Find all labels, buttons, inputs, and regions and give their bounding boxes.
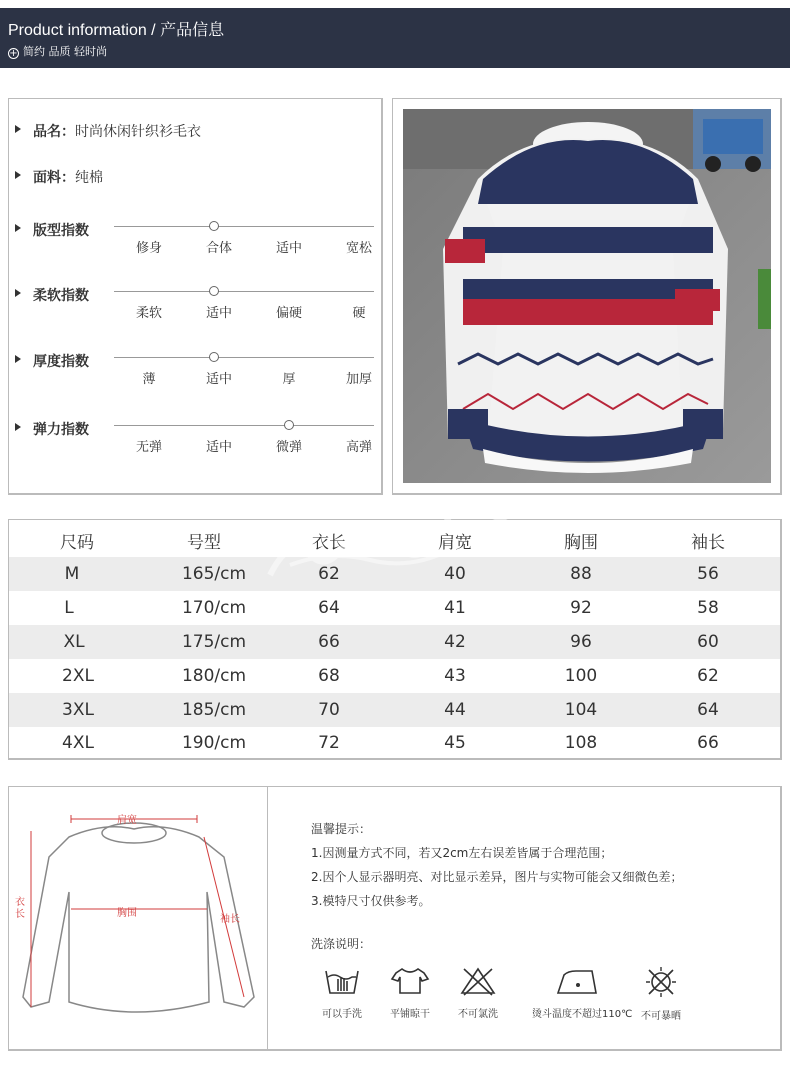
wash-label: 可以手洗 bbox=[322, 1009, 362, 1020]
scale-option: 柔软 bbox=[135, 306, 162, 321]
table-cell: 62 bbox=[318, 564, 340, 584]
column-header: 衣长 bbox=[312, 532, 346, 553]
wash-item bbox=[532, 965, 633, 1020]
wash-item bbox=[616, 965, 706, 1022]
iron-icon bbox=[554, 965, 600, 997]
table-cell: 66 bbox=[697, 733, 719, 753]
table-cell: 108 bbox=[564, 733, 598, 753]
arrow-right-icon bbox=[15, 289, 21, 297]
column-header: 尺码 bbox=[60, 532, 94, 553]
scale-option: 无弹 bbox=[135, 440, 162, 455]
no-bleach-icon bbox=[458, 965, 498, 997]
column-header: 袖长 bbox=[691, 532, 725, 553]
table-row bbox=[9, 625, 780, 659]
table-cell: 165/cm bbox=[181, 564, 247, 584]
table-cell: 66 bbox=[318, 632, 340, 652]
tip-line: 2.因个人显示器明亮、对比显示差异，图片与实物可能会又细微色差； bbox=[311, 870, 683, 884]
scale-marker bbox=[209, 286, 219, 296]
table-cell: 56 bbox=[697, 564, 719, 584]
table-row bbox=[9, 726, 780, 760]
wash-label: 平铺晾干 bbox=[390, 1009, 430, 1020]
thickness-scale bbox=[114, 351, 374, 391]
table-cell: 104 bbox=[564, 700, 598, 720]
size-table bbox=[8, 519, 782, 760]
hand-wash-icon bbox=[322, 965, 362, 997]
sweater-image bbox=[403, 109, 771, 483]
subtitle-text: 简约 品质 轻时尚 bbox=[23, 45, 107, 58]
table-cell: 60 bbox=[697, 632, 719, 652]
scale-option: 厚 bbox=[282, 372, 296, 387]
table-cell: 72 bbox=[318, 733, 340, 753]
tip-line: 1.因测量方式不同，若又2cm左右误差皆属于合理范围； bbox=[311, 846, 613, 860]
table-cell: 92 bbox=[570, 598, 592, 618]
softness-scale bbox=[114, 285, 374, 325]
table-cell: XL bbox=[63, 632, 85, 652]
table-cell: 41 bbox=[444, 598, 466, 618]
scale-label: 厚度指数 bbox=[33, 354, 89, 370]
arrow-right-icon bbox=[15, 423, 21, 431]
table-row bbox=[9, 659, 780, 693]
column-header: 号型 bbox=[187, 532, 221, 553]
table-cell: 185/cm bbox=[181, 700, 247, 720]
shoulder-label: 肩宽 bbox=[117, 815, 137, 826]
table-header-row bbox=[9, 523, 780, 557]
scale-option: 偏硬 bbox=[275, 306, 302, 321]
product-photo-frame bbox=[392, 98, 782, 495]
table-cell: 70 bbox=[318, 700, 340, 720]
wash-label: 烫斗温度不超过110℃ bbox=[532, 1009, 633, 1020]
product-info-panel bbox=[8, 98, 383, 495]
table-cell: 4XL bbox=[62, 733, 94, 753]
scale-option: 适中 bbox=[205, 372, 232, 387]
table-row bbox=[9, 591, 780, 625]
name-field: 品名：时尚休闲针织衫毛衣 bbox=[33, 124, 201, 140]
wash-label: 不可暴晒 bbox=[641, 1011, 681, 1022]
tips-block bbox=[311, 817, 682, 913]
elasticity-scale bbox=[114, 419, 374, 459]
table-cell: M bbox=[64, 564, 80, 584]
column-header: 胸围 bbox=[564, 532, 598, 553]
scale-line bbox=[114, 425, 374, 426]
table-cell: 58 bbox=[697, 598, 719, 618]
scale-label: 版型指数 bbox=[33, 223, 89, 239]
scale-option: 硬 bbox=[352, 306, 366, 321]
arrow-right-icon bbox=[15, 224, 21, 232]
chest-label: 胸围 bbox=[117, 908, 137, 919]
wash-item bbox=[433, 965, 523, 1020]
scale-option: 适中 bbox=[205, 306, 232, 321]
table-cell: 64 bbox=[697, 700, 719, 720]
product-photo bbox=[403, 109, 771, 483]
flat-dry-icon bbox=[390, 965, 430, 997]
table-cell: 2XL bbox=[62, 666, 94, 686]
table-cell: L bbox=[64, 598, 74, 618]
wash-label: 不可氯洗 bbox=[458, 1009, 498, 1020]
scale-option: 合体 bbox=[205, 241, 232, 256]
scale-option: 适中 bbox=[205, 440, 232, 455]
fit-scale bbox=[114, 220, 374, 260]
table-cell: 64 bbox=[318, 598, 340, 618]
scale-line bbox=[114, 291, 374, 292]
table-cell: 68 bbox=[318, 666, 340, 686]
table-row bbox=[9, 693, 780, 727]
scale-option: 微弹 bbox=[275, 440, 302, 455]
plus-circle-icon: + bbox=[9, 48, 18, 59]
scale-label: 弹力指数 bbox=[33, 422, 89, 438]
scale-option: 修身 bbox=[135, 241, 162, 256]
section-divider bbox=[267, 787, 268, 1050]
column-header: 肩宽 bbox=[438, 532, 472, 553]
length-label: 衣长 bbox=[15, 897, 25, 920]
arrow-right-icon bbox=[15, 355, 21, 363]
table-cell: 170/cm bbox=[181, 598, 247, 618]
tips-title: 温馨提示： bbox=[311, 822, 372, 836]
scale-option: 适中 bbox=[275, 241, 302, 256]
scale-line bbox=[114, 226, 374, 227]
section-header bbox=[0, 8, 790, 68]
table-cell: 40 bbox=[444, 564, 466, 584]
table-cell: 44 bbox=[444, 700, 466, 720]
table-cell: 88 bbox=[570, 564, 592, 584]
scale-line bbox=[114, 357, 374, 358]
arrow-right-icon bbox=[15, 125, 21, 133]
scale-marker bbox=[284, 420, 294, 430]
care-section bbox=[8, 786, 782, 1051]
table-cell: 175/cm bbox=[181, 632, 247, 652]
section-title: Product information / 产品信息 bbox=[8, 22, 225, 39]
table-cell: 96 bbox=[570, 632, 592, 652]
fabric-field: 面料：纯棉 bbox=[33, 170, 103, 186]
table-row bbox=[9, 557, 780, 591]
scale-option: 宽松 bbox=[345, 241, 372, 256]
table-cell: 45 bbox=[444, 733, 466, 753]
no-sun-icon bbox=[641, 965, 681, 999]
table-cell: 42 bbox=[444, 632, 466, 652]
table-cell: 43 bbox=[444, 666, 466, 686]
scale-marker bbox=[209, 221, 219, 231]
arrow-right-icon bbox=[15, 171, 21, 179]
scale-option: 高弹 bbox=[345, 440, 372, 455]
table-cell: 3XL bbox=[62, 700, 94, 720]
table-cell: 100 bbox=[564, 666, 598, 686]
wash-title: 洗涤说明： bbox=[311, 937, 372, 951]
scale-option: 薄 bbox=[142, 372, 156, 387]
scale-option: 加厚 bbox=[345, 372, 372, 387]
scale-label: 柔软指数 bbox=[33, 288, 89, 304]
scale-marker bbox=[209, 352, 219, 362]
tip-line: 3.模特尺寸仅供参考。 bbox=[311, 894, 431, 908]
table-cell: 180/cm bbox=[181, 666, 247, 686]
table-cell: 190/cm bbox=[181, 733, 247, 753]
sleeve-label: 袖长 bbox=[220, 914, 240, 925]
section-subtitle bbox=[8, 43, 107, 59]
table-cell: 62 bbox=[697, 666, 719, 686]
